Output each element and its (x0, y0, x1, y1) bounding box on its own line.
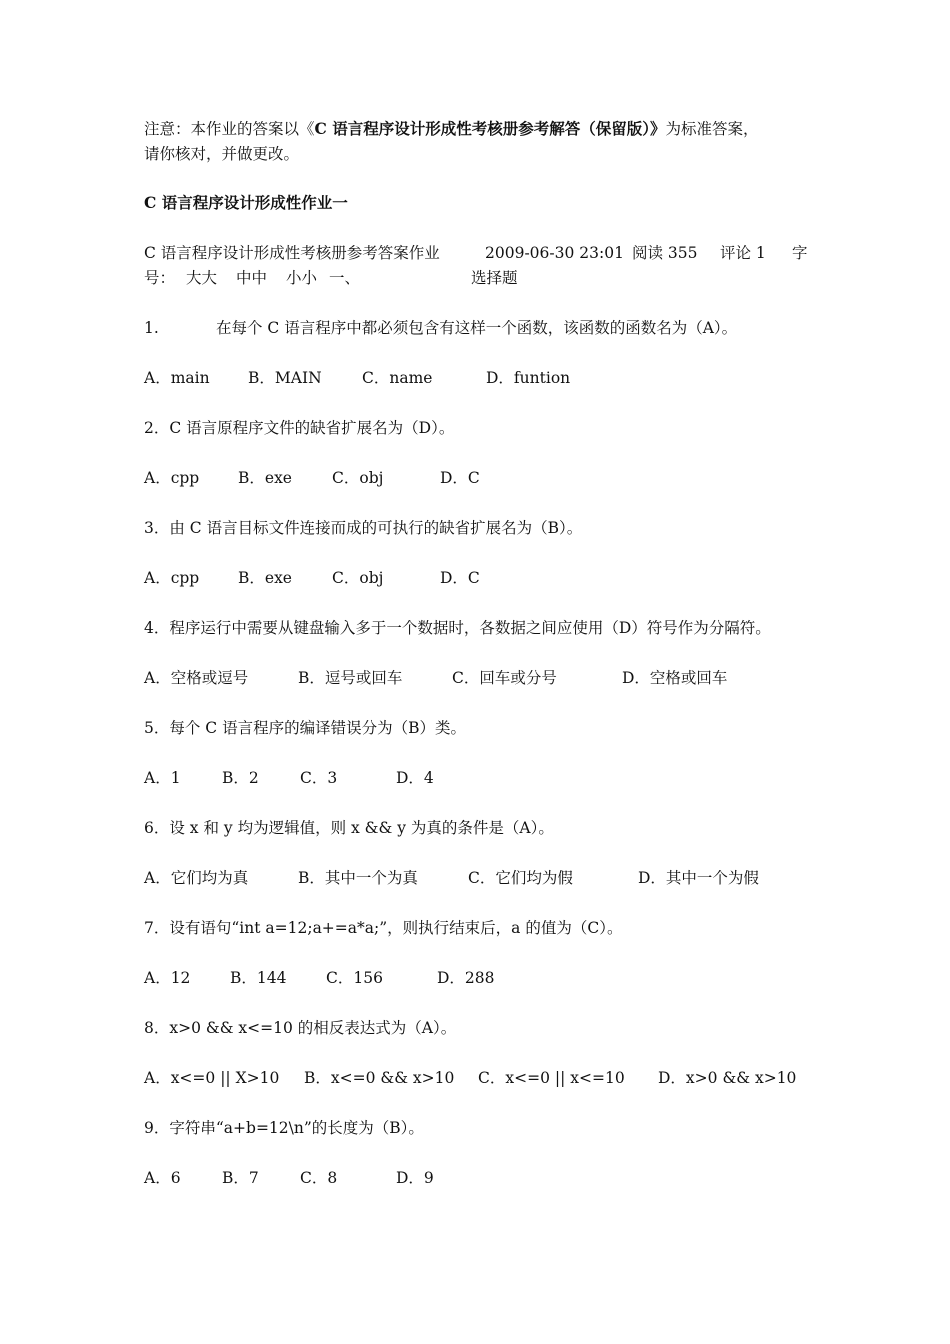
question-2-options (144, 466, 844, 490)
option-d: D．C (440, 569, 480, 587)
option-b: B．2 (222, 769, 259, 787)
question-number: 8． (144, 1019, 170, 1037)
section-number: 一、 (329, 269, 361, 287)
section-title: 选择题 (471, 269, 518, 287)
option-b: B．MAIN (248, 369, 322, 387)
question-number: 2． (144, 419, 170, 437)
option-b: B．x<=0 && x>10 (304, 1069, 455, 1087)
question-number: 5． (144, 719, 170, 737)
option-d: D．funtion (486, 369, 571, 387)
question-text: 设 x 和 y 均为逻辑值，则 x && y 为真的条件是（A）。 (169, 819, 554, 837)
question-7-options (144, 966, 844, 990)
question-text: C 语言原程序文件的缺省扩展名为（D）。 (169, 419, 455, 437)
option-b: B．逗号或回车 (298, 669, 403, 687)
option-a: A．main (144, 369, 210, 387)
option-c: C．8 (300, 1169, 338, 1187)
question-number: 1. (144, 319, 159, 337)
option-c: C．3 (300, 769, 338, 787)
page-title: C 语言程序设计形成性作业一 (144, 193, 348, 212)
option-d: D．288 (437, 969, 495, 987)
notice-line-1 (144, 117, 759, 141)
question-3 (144, 516, 582, 540)
meta-font-size-label-2: 号： (144, 269, 176, 287)
meta-comments[interactable]: 评论 1 (720, 244, 766, 262)
option-c: C．x<=0 || x<=10 (478, 1069, 625, 1087)
option-c: C．156 (326, 969, 383, 987)
option-a: A．x<=0 || X>10 (144, 1069, 280, 1087)
question-5-options (144, 766, 844, 790)
option-a: A．cpp (144, 469, 200, 487)
option-a: A．cpp (144, 569, 200, 587)
option-a: A．1 (144, 769, 181, 787)
question-number: 7． (144, 919, 170, 937)
question-1 (144, 316, 738, 340)
notice-suffix: 为标准答案， (665, 120, 759, 138)
font-size-small-link[interactable]: 小小 (286, 269, 318, 287)
question-9 (144, 1116, 424, 1140)
option-c: C．回车或分号 (452, 669, 557, 687)
question-3-options (144, 566, 844, 590)
meta-datetime: 2009-06-30 23:01 (485, 244, 624, 262)
option-a: A．12 (144, 969, 191, 987)
notice-line-2: 请你核对，并做更改。 (144, 145, 300, 163)
question-text: 每个 C 语言程序的编译错误分为（B）类。 (169, 719, 466, 737)
notice-bold-title: C 语言程序设计形成性考核册参考解答（保留版）》 (314, 119, 666, 138)
question-4-options (144, 666, 844, 690)
option-d: D．x>0 && x>10 (658, 1069, 797, 1087)
option-d: D．空格或回车 (622, 669, 728, 687)
option-b: B．7 (222, 1169, 259, 1187)
option-b: B．144 (230, 969, 287, 987)
question-6-options (144, 866, 844, 890)
question-2 (144, 416, 454, 440)
question-text: 程序运行中需要从键盘输入多于一个数据时，各数据之间应使用（D）符号作为分隔符。 (169, 619, 771, 637)
option-c: C．obj (332, 469, 384, 487)
meta-reads: 阅读 355 (632, 244, 698, 262)
option-b: B．exe (238, 569, 292, 587)
question-8 (144, 1016, 456, 1040)
option-a: A．它们均为真 (144, 869, 249, 887)
option-d: D．C (440, 469, 480, 487)
option-d: D．其中一个为假 (638, 869, 759, 887)
question-7 (144, 916, 622, 940)
question-number: 3． (144, 519, 170, 537)
meta-font-size-label: 字 (792, 244, 808, 262)
question-8-options (144, 1066, 844, 1090)
question-number: 9． (144, 1119, 170, 1137)
option-b: B．exe (238, 469, 292, 487)
option-d: D．4 (396, 769, 434, 787)
option-c: C．它们均为假 (468, 869, 573, 887)
question-text: 字符串“a+b=12\n”的长度为（B）。 (169, 1119, 424, 1137)
meta-title: C 语言程序设计形成性考核册参考答案作业 (144, 244, 440, 262)
question-5 (144, 716, 466, 740)
option-a: A．6 (144, 1169, 181, 1187)
question-1-options (144, 366, 844, 390)
option-d: D．9 (396, 1169, 434, 1187)
question-text: 设有语句“int a=12;a+=a*a;”，则执行结束后，a 的值为（C）。 (169, 919, 623, 937)
option-a: A．空格或逗号 (144, 669, 249, 687)
option-c: C．name (362, 369, 433, 387)
font-size-large-link[interactable]: 大大 (186, 269, 218, 287)
question-number: 4． (144, 619, 170, 637)
option-c: C．obj (332, 569, 384, 587)
font-size-medium-link[interactable]: 中中 (236, 269, 268, 287)
notice-prefix: 注意：本作业的答案以《 (144, 120, 315, 138)
question-text: x>0 && x<=10 的相反表达式为（A）。 (169, 1019, 457, 1037)
question-9-options (144, 1166, 844, 1190)
question-text: 在每个 C 语言程序中都必须包含有这样一个函数，该函数的函数名为（A）。 (216, 319, 738, 337)
question-text: 由 C 语言目标文件连接而成的可执行的缺省扩展名为（B）。 (169, 519, 583, 537)
option-b: B．其中一个为真 (298, 869, 418, 887)
question-4 (144, 616, 771, 640)
question-6 (144, 816, 554, 840)
question-number: 6． (144, 819, 170, 837)
